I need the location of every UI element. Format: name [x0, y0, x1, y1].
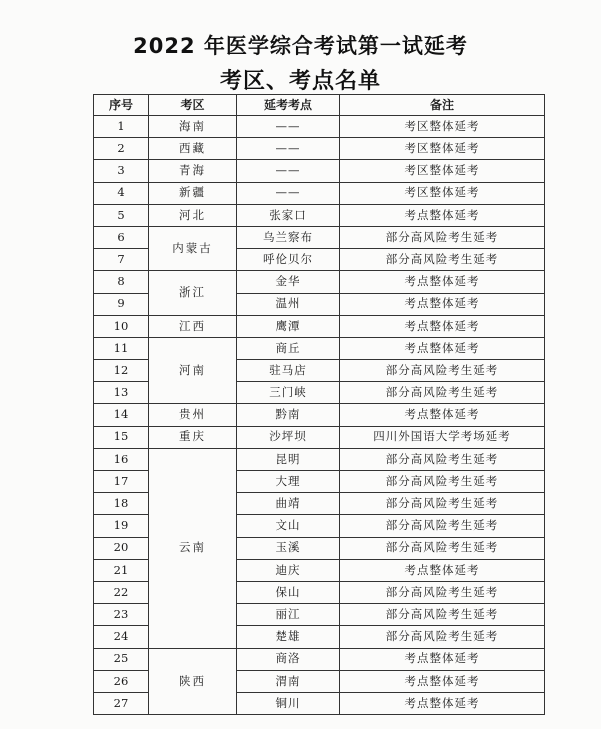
remark: 部分高风险考生延考	[340, 226, 545, 248]
exam-area: 海南	[149, 116, 237, 138]
row-number: 1	[94, 116, 149, 138]
remark: 考点整体延考	[340, 271, 545, 293]
exam-area: 重庆	[149, 426, 237, 448]
deferred-site: 张家口	[237, 204, 340, 226]
deferred-site: 黔南	[237, 404, 340, 426]
deferred-site: 丽江	[237, 604, 340, 626]
deferred-site: 曲靖	[237, 493, 340, 515]
table-row	[94, 138, 545, 160]
table-header-row	[94, 95, 545, 116]
exam-area: 新疆	[149, 182, 237, 204]
row-number: 11	[94, 337, 149, 359]
table-row	[94, 404, 545, 426]
deferred-site: 呼伦贝尔	[237, 249, 340, 271]
deferred-site: 商丘	[237, 337, 340, 359]
column-header-no: 序号	[94, 95, 149, 116]
exam-area: 青海	[149, 160, 237, 182]
row-number: 20	[94, 537, 149, 559]
deferred-site: ——	[237, 138, 340, 160]
row-number: 18	[94, 493, 149, 515]
row-number: 7	[94, 249, 149, 271]
table-row	[94, 182, 545, 204]
table-row	[94, 226, 545, 248]
remark: 部分高风险考生延考	[340, 471, 545, 493]
exam-area: 西藏	[149, 138, 237, 160]
row-number: 3	[94, 160, 149, 182]
remark: 考区整体延考	[340, 160, 545, 182]
row-number: 12	[94, 360, 149, 382]
row-number: 15	[94, 426, 149, 448]
deferred-site: ——	[237, 160, 340, 182]
row-number: 26	[94, 670, 149, 692]
row-number: 6	[94, 226, 149, 248]
remark: 部分高风险考生延考	[340, 448, 545, 470]
remark: 考区整体延考	[340, 138, 545, 160]
deferred-site: 商洛	[237, 648, 340, 670]
deferred-site: 文山	[237, 515, 340, 537]
row-number: 9	[94, 293, 149, 315]
exam-area: 浙江	[149, 271, 237, 315]
remark: 考点整体延考	[340, 293, 545, 315]
deferred-site: 沙坪坝	[237, 426, 340, 448]
row-number: 19	[94, 515, 149, 537]
deferred-site: 鹰潭	[237, 315, 340, 337]
table-row	[94, 648, 545, 670]
remark: 考点整体延考	[340, 337, 545, 359]
row-number: 10	[94, 315, 149, 337]
row-number: 17	[94, 471, 149, 493]
remark: 部分高风险考生延考	[340, 581, 545, 603]
row-number: 14	[94, 404, 149, 426]
remark: 部分高风险考生延考	[340, 626, 545, 648]
remark: 部分高风险考生延考	[340, 382, 545, 404]
deferred-site: 铜川	[237, 692, 340, 714]
remark: 部分高风险考生延考	[340, 249, 545, 271]
remark: 部分高风险考生延考	[340, 515, 545, 537]
row-number: 23	[94, 604, 149, 626]
exam-area: 江西	[149, 315, 237, 337]
deferred-site: 保山	[237, 581, 340, 603]
row-number: 5	[94, 204, 149, 226]
remark: 考点整体延考	[340, 204, 545, 226]
row-number: 13	[94, 382, 149, 404]
row-number: 21	[94, 559, 149, 581]
remark: 部分高风险考生延考	[340, 360, 545, 382]
table-row	[94, 448, 545, 470]
deferred-exam-table	[93, 94, 545, 715]
row-number: 16	[94, 448, 149, 470]
table-body	[94, 116, 545, 715]
deferred-site: 渭南	[237, 670, 340, 692]
remark: 考点整体延考	[340, 315, 545, 337]
deferred-site: 昆明	[237, 448, 340, 470]
exam-area: 河北	[149, 204, 237, 226]
remark: 考区整体延考	[340, 182, 545, 204]
row-number: 2	[94, 138, 149, 160]
deferred-site: 温州	[237, 293, 340, 315]
deferred-site: ——	[237, 116, 340, 138]
row-number: 8	[94, 271, 149, 293]
column-header-area: 考区	[149, 95, 237, 116]
column-header-note: 备注	[340, 95, 545, 116]
table-row	[94, 116, 545, 138]
table-row	[94, 337, 545, 359]
remark: 考区整体延考	[340, 116, 545, 138]
row-number: 22	[94, 581, 149, 603]
deferred-site: 玉溪	[237, 537, 340, 559]
document-subtitle: 考区、考点名单	[219, 69, 381, 94]
remark: 考点整体延考	[340, 670, 545, 692]
row-number: 24	[94, 626, 149, 648]
row-number: 4	[94, 182, 149, 204]
deferred-site: ——	[237, 182, 340, 204]
deferred-site: 大理	[237, 471, 340, 493]
deferred-site: 楚雄	[237, 626, 340, 648]
table-row	[94, 315, 545, 337]
table-row	[94, 271, 545, 293]
remark: 考点整体延考	[340, 404, 545, 426]
remark: 部分高风险考生延考	[340, 537, 545, 559]
deferred-site: 乌兰察布	[237, 226, 340, 248]
column-header-site: 延考考点	[237, 95, 340, 116]
document-title: 2022 年医学综合考试第一试延考	[133, 34, 468, 58]
deferred-site: 金华	[237, 271, 340, 293]
remark: 考点整体延考	[340, 692, 545, 714]
table-row	[94, 160, 545, 182]
deferred-site: 迪庆	[237, 559, 340, 581]
table-row	[94, 204, 545, 226]
row-number: 25	[94, 648, 149, 670]
remark: 部分高风险考生延考	[340, 493, 545, 515]
remark: 考点整体延考	[340, 559, 545, 581]
exam-area: 贵州	[149, 404, 237, 426]
exam-area: 内蒙古	[149, 226, 237, 270]
remark: 部分高风险考生延考	[340, 604, 545, 626]
exam-area: 云南	[149, 448, 237, 648]
remark: 考点整体延考	[340, 648, 545, 670]
exam-area: 河南	[149, 337, 237, 404]
deferred-site: 三门峡	[237, 382, 340, 404]
remark: 四川外国语大学考场延考	[340, 426, 545, 448]
exam-area: 陕西	[149, 648, 237, 715]
deferred-site: 驻马店	[237, 360, 340, 382]
table-row	[94, 426, 545, 448]
row-number: 27	[94, 692, 149, 714]
